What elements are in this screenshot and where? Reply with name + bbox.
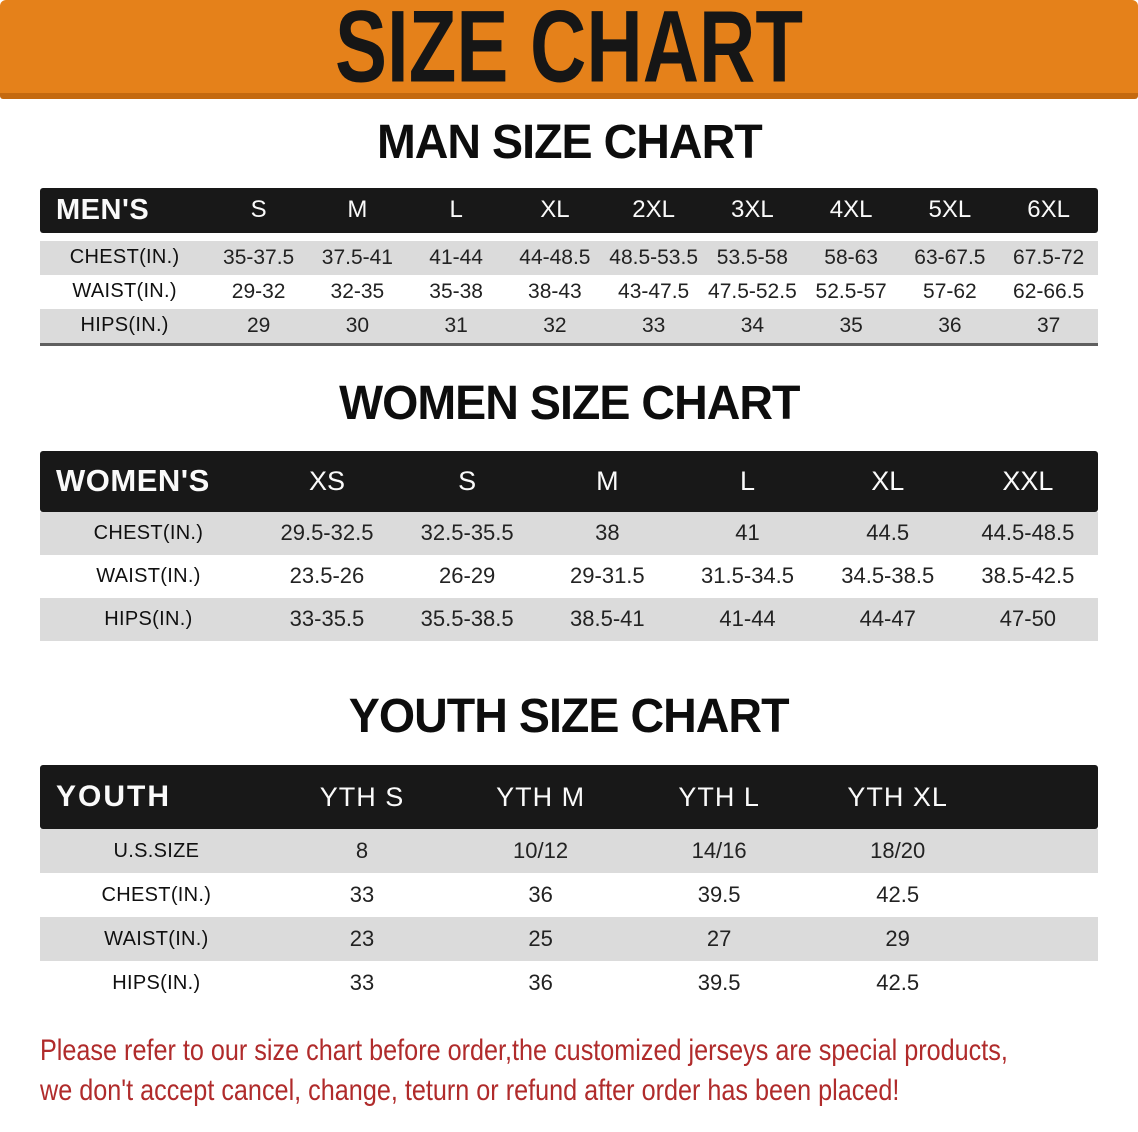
cell-value: 39.5: [697, 882, 741, 908]
cell-value: 31.5-34.5: [701, 563, 795, 589]
cell-value: 35: [839, 313, 863, 337]
row-label: HIPS(IN.): [112, 971, 201, 994]
women-chart-heading: [0, 378, 1138, 431]
cell-value: 32.5-35.5: [420, 520, 514, 546]
table-group-label: WOMEN'S: [56, 463, 210, 499]
cell-value: 57-62: [923, 279, 977, 303]
table-body: [40, 512, 1098, 641]
cell-value: 29-32: [231, 279, 286, 303]
cell-value: 41-44: [719, 606, 776, 632]
column-header: S: [458, 465, 477, 496]
cell-value: 29-31.5: [570, 563, 645, 589]
cell-value: 38: [595, 520, 620, 546]
cell-value: 8: [355, 838, 369, 864]
table-row: [40, 241, 1098, 275]
cell-value: 35.5-38.5: [420, 606, 514, 632]
cell-value: 67.5-72: [1013, 245, 1085, 269]
table-row: [40, 873, 1098, 917]
column-header: 3XL: [731, 196, 774, 224]
table-row: [40, 829, 1098, 873]
row-label: WAIST(IN.): [96, 564, 201, 587]
cell-value: 63-67.5: [914, 245, 986, 269]
column-header: XS: [308, 465, 345, 496]
cell-value: 36: [528, 882, 553, 908]
banner-title: SIZE CHART: [335, 0, 803, 104]
row-label: WAIST(IN.): [104, 927, 209, 950]
column-header: M: [596, 465, 619, 496]
cell-value: 38-43: [528, 279, 582, 303]
column-header: YTH XL: [847, 781, 948, 812]
disclaimer-line-1: Please refer to our size chart before order,the customized jerseys are special products,: [40, 1034, 1008, 1068]
table-group-label: YOUTH: [56, 780, 171, 814]
table-body: [40, 241, 1098, 346]
women-size-section: [0, 378, 1138, 641]
column-header: XL: [540, 196, 570, 224]
cell-value: 34: [740, 313, 765, 337]
column-header: 6XL: [1027, 196, 1070, 224]
cell-value: 10/12: [513, 838, 569, 864]
disclaimer-line-2: we don't accept cancel, change, teturn or refund after order has been placed!: [40, 1074, 900, 1108]
cell-value: 23.5-26: [289, 563, 365, 589]
cell-value: 35-38: [429, 279, 483, 303]
cell-value: 29.5-32.5: [280, 520, 374, 546]
column-header: S: [250, 196, 267, 224]
column-header: YTH M: [496, 781, 586, 812]
cell-value: 42.5: [876, 882, 920, 908]
youth-size-table: [40, 765, 1098, 1005]
table-row: [40, 512, 1098, 555]
men-size-table: [40, 188, 1098, 346]
cell-value: 39.5: [697, 970, 741, 996]
cell-value: 33: [349, 882, 375, 908]
cell-value: 26-29: [439, 563, 496, 589]
cell-value: 29: [885, 926, 910, 952]
table-row: [40, 555, 1098, 598]
size-chart-banner: [0, 0, 1138, 104]
column-header: YTH S: [319, 781, 405, 812]
women-size-table: [40, 451, 1098, 641]
cell-value: 33: [641, 313, 666, 337]
column-header: XXL: [1002, 465, 1054, 496]
column-header: M: [347, 196, 368, 224]
column-header: XL: [871, 465, 905, 496]
cell-value: 37.5-41: [321, 245, 393, 269]
cell-value: 31: [444, 313, 468, 337]
table-header-row: [40, 188, 1098, 233]
cell-value: 36: [938, 313, 962, 337]
cell-value: 44-47: [859, 606, 916, 632]
table-header-row: [40, 765, 1098, 829]
cell-value: 32: [543, 313, 567, 337]
column-header: L: [740, 465, 756, 496]
cell-value: 52.5-57: [815, 279, 887, 303]
column-header: 4XL: [829, 196, 873, 224]
cell-value: 34.5-38.5: [841, 563, 935, 589]
cell-value: 30: [345, 313, 370, 337]
table-row: [40, 275, 1098, 309]
cell-value: 29: [246, 313, 271, 337]
cell-value: 14/16: [691, 838, 747, 864]
youth-chart-heading: [0, 691, 1138, 744]
cell-value: 47.5-52.5: [708, 279, 797, 303]
cell-value: 27: [706, 926, 732, 952]
men-size-section: [0, 117, 1138, 346]
cell-value: 36: [528, 970, 553, 996]
cell-value: 38.5-42.5: [981, 563, 1075, 589]
table-row: [40, 309, 1098, 343]
row-label: WAIST(IN.): [72, 280, 177, 303]
column-header: L: [449, 196, 463, 224]
cell-value: 53.5-58: [716, 245, 788, 269]
cell-value: 48.5-53.5: [609, 245, 699, 269]
cell-value: 43-47.5: [618, 279, 690, 303]
women-chart-heading-text: WOMEN SIZE CHART: [338, 376, 800, 430]
table-row: [40, 961, 1098, 1005]
row-label: CHEST(IN.): [101, 883, 212, 906]
cell-value: 44.5-48.5: [981, 520, 1075, 546]
cell-value: 35-37.5: [223, 245, 295, 269]
cell-value: 37: [1036, 313, 1061, 337]
cell-value: 38.5-41: [570, 606, 645, 632]
men-chart-heading-text: MAN SIZE CHART: [376, 116, 762, 169]
cell-value: 62-66.5: [1013, 279, 1085, 303]
disclaimer: [40, 1031, 1138, 1111]
row-label: U.S.SIZE: [113, 839, 200, 862]
column-header: YTH L: [678, 781, 760, 812]
cell-value: 18/20: [870, 838, 926, 864]
table-row: [40, 917, 1098, 961]
cell-value: 33-35.5: [289, 606, 365, 632]
cell-value: 58-63: [824, 245, 878, 269]
cell-value: 41-44: [429, 245, 483, 269]
cell-value: 23: [349, 926, 375, 952]
table-row: [40, 598, 1098, 641]
row-label: CHEST(IN.): [93, 521, 204, 544]
row-label: HIPS(IN.): [80, 314, 169, 337]
youth-size-section: [0, 691, 1138, 1006]
cell-value: 32-35: [330, 279, 385, 303]
cell-value: 44.5: [866, 520, 910, 546]
cell-value: 47-50: [999, 606, 1057, 632]
men-chart-heading: [0, 117, 1138, 170]
row-label: HIPS(IN.): [104, 607, 193, 630]
table-header-row: [40, 451, 1098, 512]
cell-value: 44-48.5: [519, 245, 591, 269]
cell-value: 33: [349, 970, 375, 996]
row-label: CHEST(IN.): [69, 246, 180, 269]
youth-chart-heading-text: YOUTH SIZE CHART: [349, 689, 789, 743]
column-header: 2XL: [632, 196, 675, 224]
table-group-label: MEN'S: [56, 193, 150, 226]
cell-value: 42.5: [876, 970, 920, 996]
cell-value: 41: [735, 520, 760, 546]
cell-value: 25: [528, 926, 553, 952]
column-header: 5XL: [928, 196, 972, 224]
table-body: [40, 829, 1098, 1005]
